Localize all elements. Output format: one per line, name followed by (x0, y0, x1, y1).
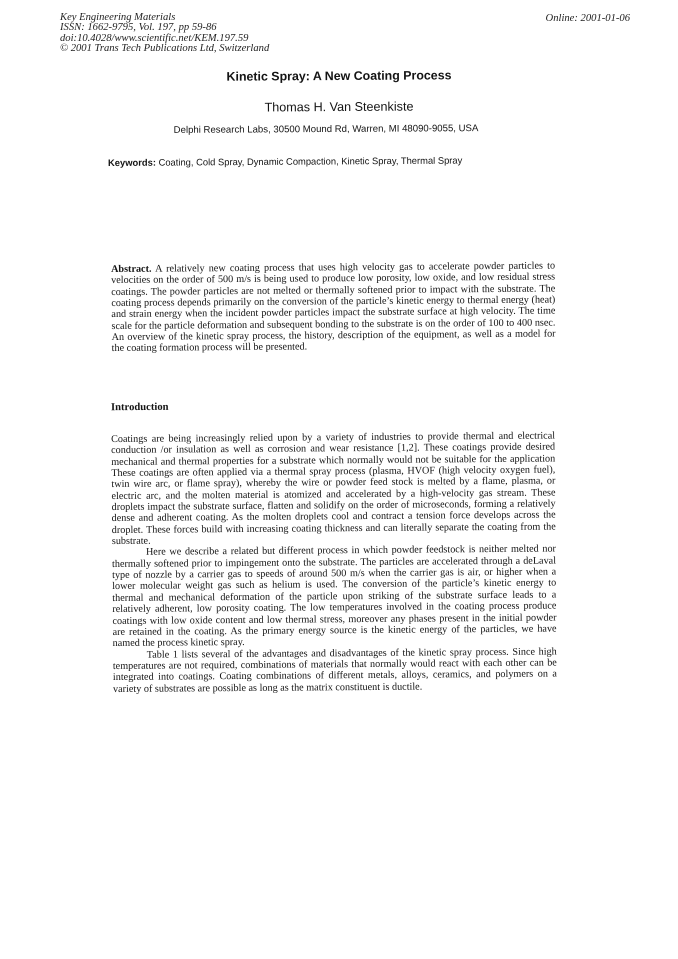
paper-title: Kinetic Spray: A New Coating Process (226, 68, 452, 84)
keywords-list: Coating, Cold Spray, Dynamic Compaction, Kinetic Spray, Thermal Spray (158, 154, 463, 168)
online-date: Online: 2001-01-06 (545, 13, 630, 24)
journal-name: Key Engineering Materials (60, 12, 176, 23)
author-name: Thomas H. Van Steenkiste (264, 99, 414, 115)
introduction-body (111, 431, 557, 695)
author-affiliation: Delphi Research Labs, 30500 Mound Rd, Warren, MI 48090-9055, USA (173, 123, 479, 136)
doi-line: doi:10.4028/www.scientific.net/KEM.197.59 (60, 32, 249, 44)
introduction-heading: Introduction (110, 401, 169, 414)
intro-paragraph-1: Coatings are being increasingly relied upon by a variety of industries to provide thermal and electrical conduction /or insulation as well as corrosion and wear resistance [1,2]. These coatings provide desired mechanical and thermal properties for a substrate which normally would not be suitable for the application These coatings are often applied via a thermal spray process (plasma, HVOF (high velocity oxygen fuel), twin wire arc, or flame spray), whereby the wire or powder feed stock is melted by a flame, plasma, or electric arc, and the molten material is atomized and accelerated by a high-velocity gas stream. These droplets impact the substrate surface, flatten and solidify on the order of microseconds, forming a relatively dense and adherent coating. As the molten droplets cool and contract a tension force develops across the droplet. These forces build with increasing coating thickness and can literally separate the coating from the substrate. (111, 430, 556, 548)
journal-info (60, 13, 269, 55)
intro-paragraph-2: Here we describe a related but different process in which powder feedstock is neither melted nor thermally softened prior to impingement onto the substrate. The particles are accelerated through a deLaval type of nozzle by a carrier gas to speeds of around 500 m/s when the carrier gas is air, or higher when a lower molecular weight gas such as helium is used. The conversion of the particle’s kinetic energy to thermal and mechanical deformation of the particle upon striking of the substrate surface leads to a relatively adherent, low porosity coating. The low temperatures involved in the coating process produce coatings with low oxide content and low thermal stress, moreover any phases present in the initial powder are retained in the coating. As the primary energy source is the kinetic energy of the particles, we have named the process kinetic spray. (111, 543, 557, 650)
intro-paragraph-3: Table 1 lists several of the advantages and disadvantages of the kinetic spray process. Since high temperatures are not required, combinations of materials that normally would react with each other can be integrated into coatings. Coating combinations of different metals, alloys, ceramics, and polymers on a variety of substrates are possible as long as the matrix constituent is ductile. (112, 646, 557, 695)
abstract-section (111, 261, 556, 355)
abstract-text: A relatively new coating process that uses high velocity gas to accelerate powder particles to velocities on the order of 500 m/s is being used to produce low porosity, low oxide, and low residual stress coatings. The powder particles are not melted or thermally softened prior to impact with the substrate. The coating process depends primarily on the conversion of the particle’s kinetic energy to thermal energy (heat) and strain energy when the incident powder particles impact the substrate surface at high velocity. The time scale for the particle deformation and subsequent bonding to the substrate is on the order of 100 to 400 nsec. An overview of the kinetic spray process, the history, description of the equipment, as well as a model for the coating formation process will be presented. (111, 260, 556, 355)
keywords-label: Keywords: (107, 156, 156, 168)
keywords-line (108, 155, 462, 168)
copyright-line: © 2001 Trans Tech Publications Ltd, Switzerland (60, 43, 270, 55)
abstract-label: Abstract. (111, 263, 152, 275)
issn-line: ISSN: 1662-9795, Vol. 197, pp 59-86 (60, 22, 217, 34)
abstract-paragraph (111, 261, 556, 355)
